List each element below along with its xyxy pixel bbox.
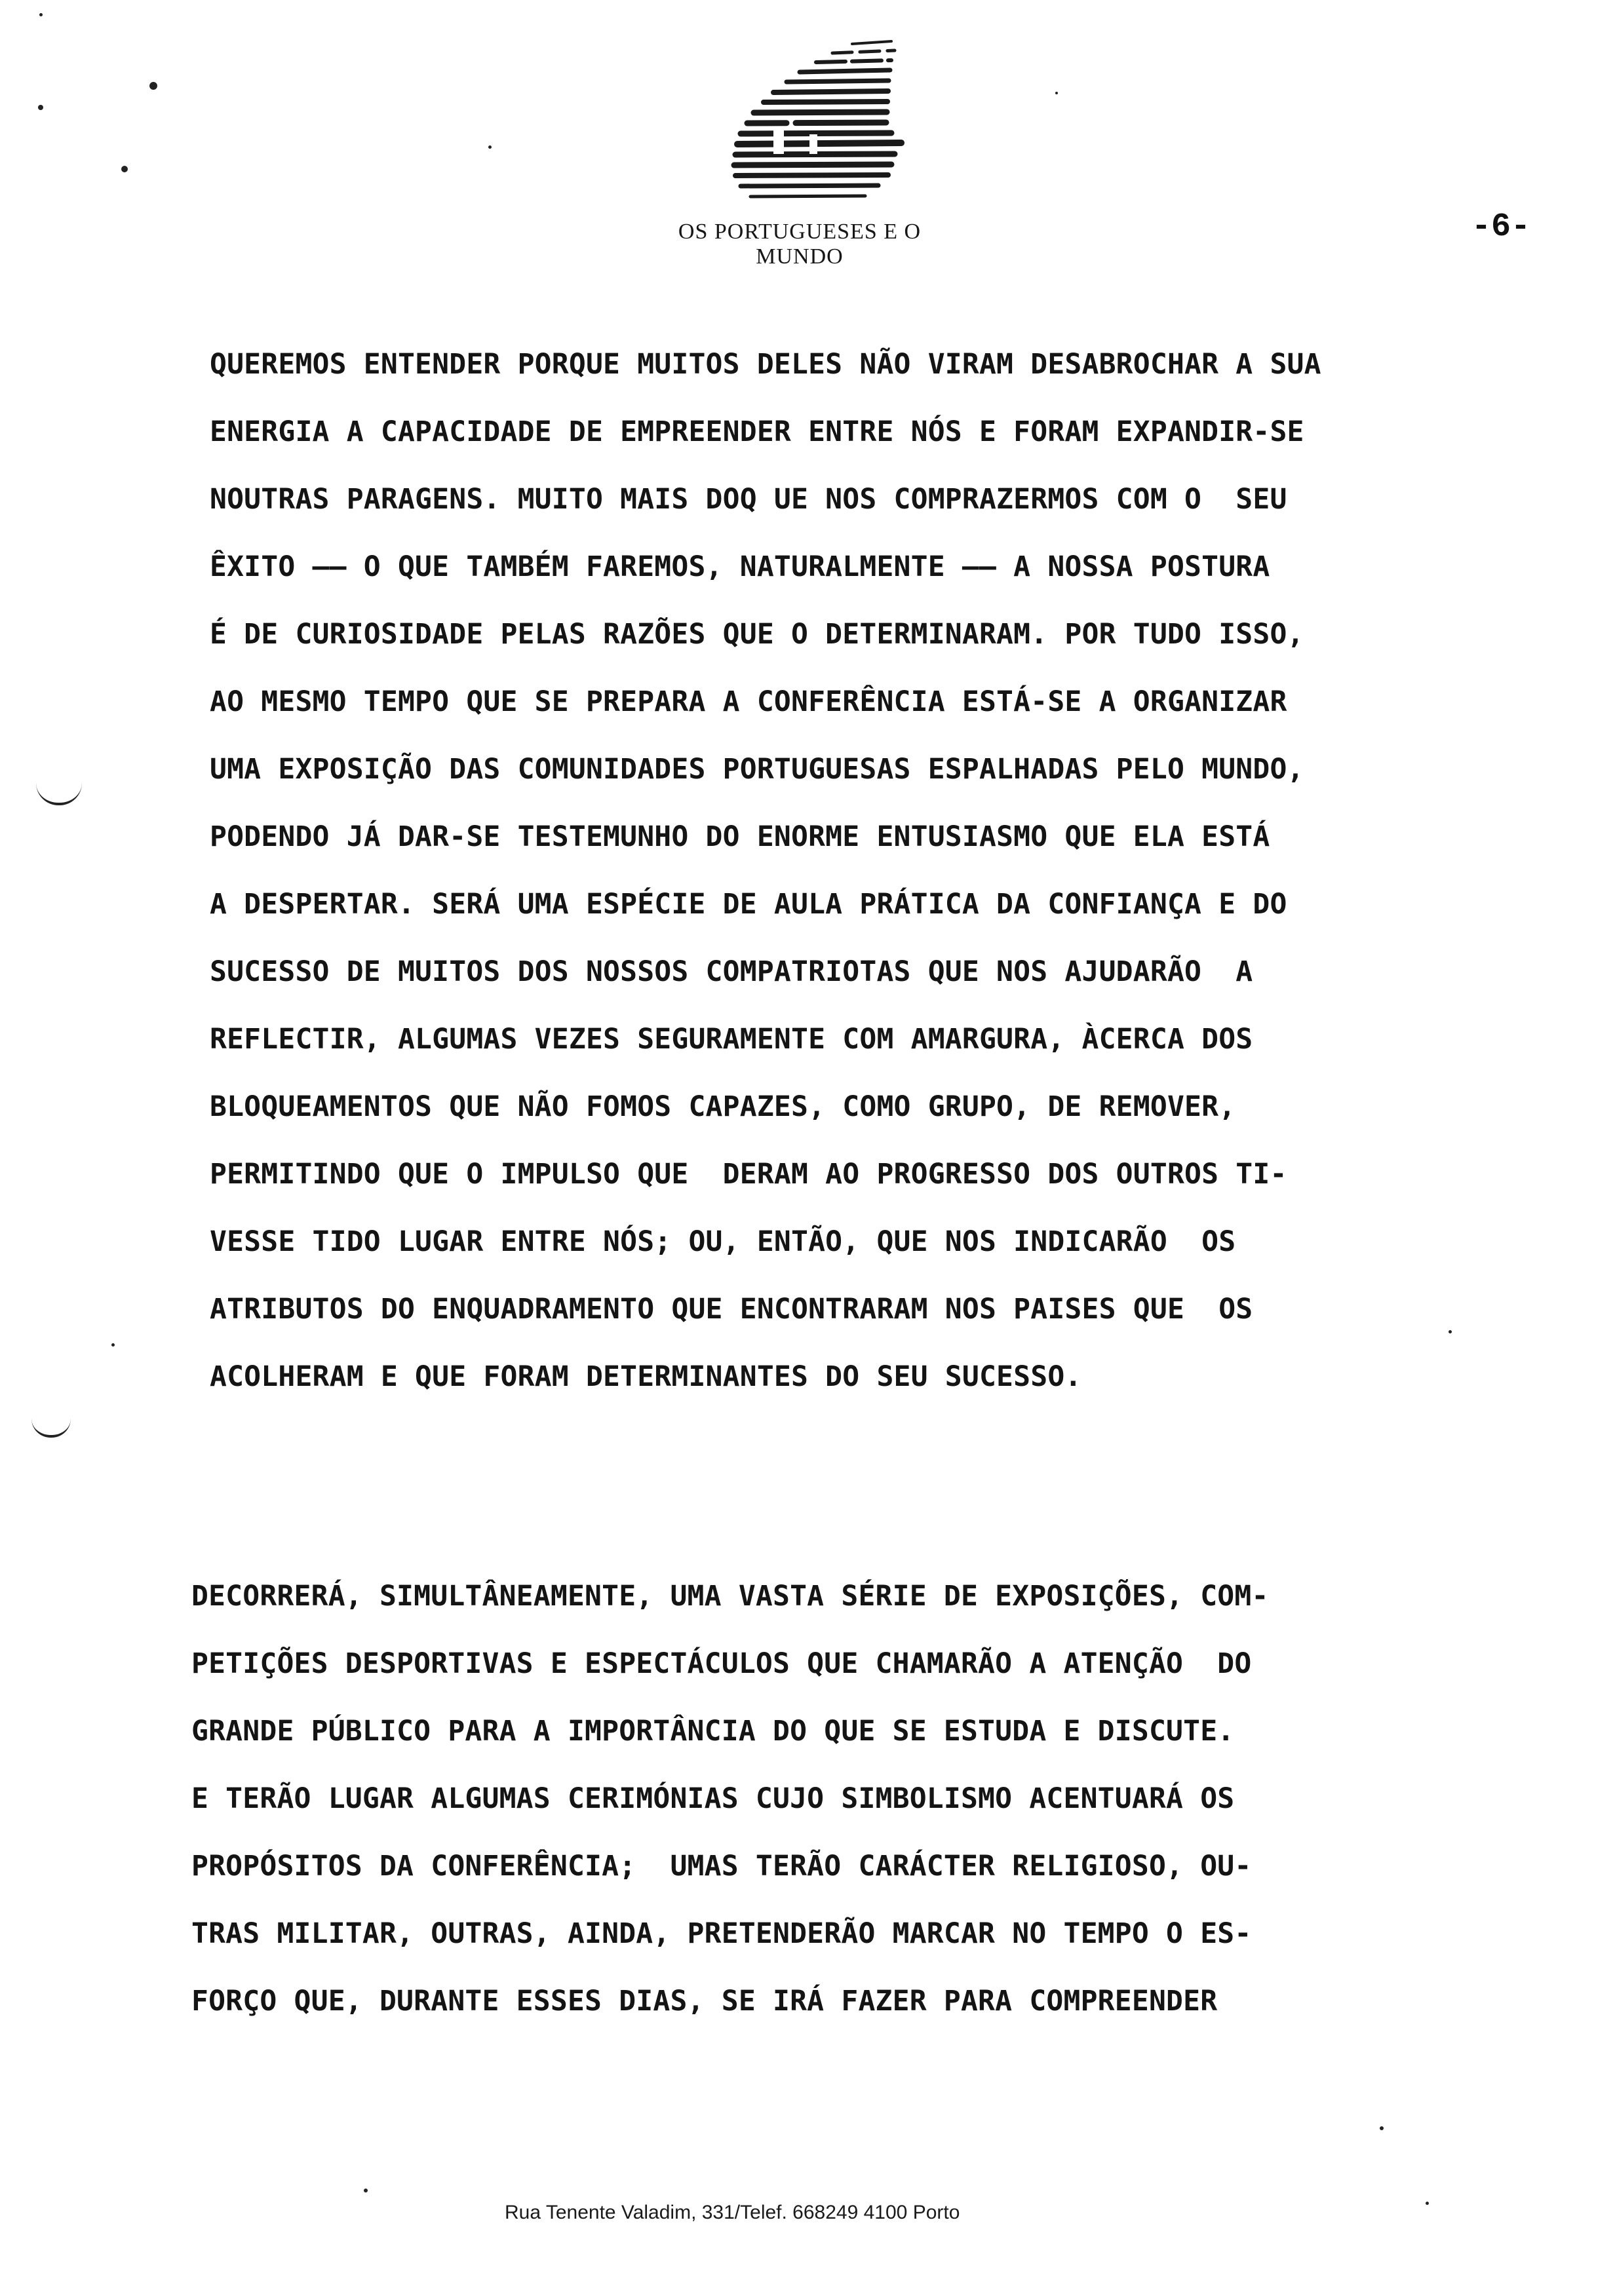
scan-speck (38, 105, 43, 110)
scan-speck (488, 145, 492, 149)
scan-speck (149, 82, 157, 90)
text-line: É DE CURIOSIDADE PELAS RAZÕES QUE O DETERMINARAM. POR TUDO ISSO, (210, 618, 1304, 651)
scan-speck (39, 13, 43, 16)
text-line: BLOQUEAMENTOS QUE NÃO FOMOS CAPAZES, COMO GRUPO, DE REMOVER, (210, 1090, 1236, 1123)
body-paragraph-2 (191, 1563, 1269, 2035)
text-line: AO MESMO TEMPO QUE SE PREPARA A CONFERÊNCIA ESTÁ-SE A ORGANIZAR (210, 685, 1287, 718)
text-line: A DESPERTAR. SERÁ UMA ESPÉCIE DE AULA PRÁTICA DA CONFIANÇA E DO (210, 888, 1287, 921)
footer-address: Rua Tenente Valadim, 331/Telef. 668249 4100 Porto (505, 2202, 960, 2223)
text-line: ACOLHERAM E QUE FORAM DETERMINANTES DO SEU SUCESSO. (210, 1360, 1082, 1393)
scan-mark (36, 783, 82, 805)
text-line: VESSE TIDO LUGAR ENTRE NÓS; OU, ENTÃO, QUE NOS INDICARÃO OS (210, 1225, 1236, 1258)
text-line: DECORRERÁ, SIMULTÂNEAMENTE, UMA VASTA SÉRIE DE EXPOSIÇÕES, COM- (191, 1580, 1269, 1613)
text-line: PETIÇÕES DESPORTIVAS E ESPECTÁCULOS QUE CHAMARÃO A ATENÇÃO DO (191, 1647, 1252, 1680)
text-line: ÊXITO —— O QUE TAMBÉM FAREMOS, NATURALMENTE —— A NOSSA POSTURA (210, 550, 1270, 583)
page-number: -6- (1471, 208, 1531, 246)
scan-speck (364, 2189, 368, 2192)
text-line: GRANDE PÚBLICO PARA A IMPORTÂNCIA DO QUE SE ESTUDA E DISCUTE. (191, 1715, 1235, 1748)
text-line: PROPÓSITOS DA CONFERÊNCIA; UMAS TERÃO CARÁCTER RELIGIOSO, OU- (191, 1850, 1252, 1883)
organization-name: OS PORTUGUESES E O MUNDO (678, 220, 922, 269)
text-line: SUCESSO DE MUITOS DOS NOSSOS COMPATRIOTAS QUE NOS AJUDARÃO A (210, 955, 1253, 988)
text-line: ATRIBUTOS DO ENQUADRAMENTO QUE ENCONTRARAM NOS PAISES QUE OS (210, 1293, 1253, 1326)
text-line: ENERGIA A CAPACIDADE DE EMPREENDER ENTRE NÓS E FORAM EXPANDIR-SE (210, 415, 1304, 448)
text-line: PERMITINDO QUE O IMPULSO QUE DERAM AO PROGRESSO DOS OUTROS TI- (210, 1158, 1287, 1191)
text-line: E TERÃO LUGAR ALGUMAS CERIMÓNIAS CUJO SIMBOLISMO ACENTUARÁ OS (191, 1782, 1235, 1815)
scan-speck (1426, 2202, 1429, 2205)
text-line: REFLECTIR, ALGUMAS VEZES SEGURAMENTE COM AMARGURA, ÀCERCA DOS (210, 1023, 1253, 1056)
text-line: NOUTRAS PARAGENS. MUITO MAIS DOQ UE NOS COMPRAZERMOS COM O SEU (210, 483, 1287, 516)
text-line: QUEREMOS ENTENDER PORQUE MUITOS DELES NÃO VIRAM DESABROCHAR A SUA (210, 348, 1321, 381)
scan-speck (1055, 92, 1058, 94)
scan-speck (111, 1343, 115, 1347)
text-line: PODENDO JÁ DAR-SE TESTEMUNHO DO ENORME ENTUSIASMO QUE ELA ESTÁ (210, 820, 1270, 853)
body-paragraph-1 (210, 331, 1321, 1411)
text-line: UMA EXPOSIÇÃO DAS COMUNIDADES PORTUGUESAS ESPALHADAS PELO MUNDO, (210, 753, 1304, 786)
scan-speck (1449, 1330, 1452, 1333)
scan-speck (121, 166, 128, 172)
scan-speck (1380, 2126, 1384, 2130)
caravel-logo-icon (675, 36, 924, 213)
scan-mark (31, 1419, 71, 1438)
text-line: FORÇO QUE, DURANTE ESSES DIAS, SE IRÁ FAZER PARA COMPREENDER (191, 1985, 1218, 2018)
text-line: TRAS MILITAR, OUTRAS, AINDA, PRETENDERÃO MARCAR NO TEMPO O ES- (191, 1917, 1252, 1950)
